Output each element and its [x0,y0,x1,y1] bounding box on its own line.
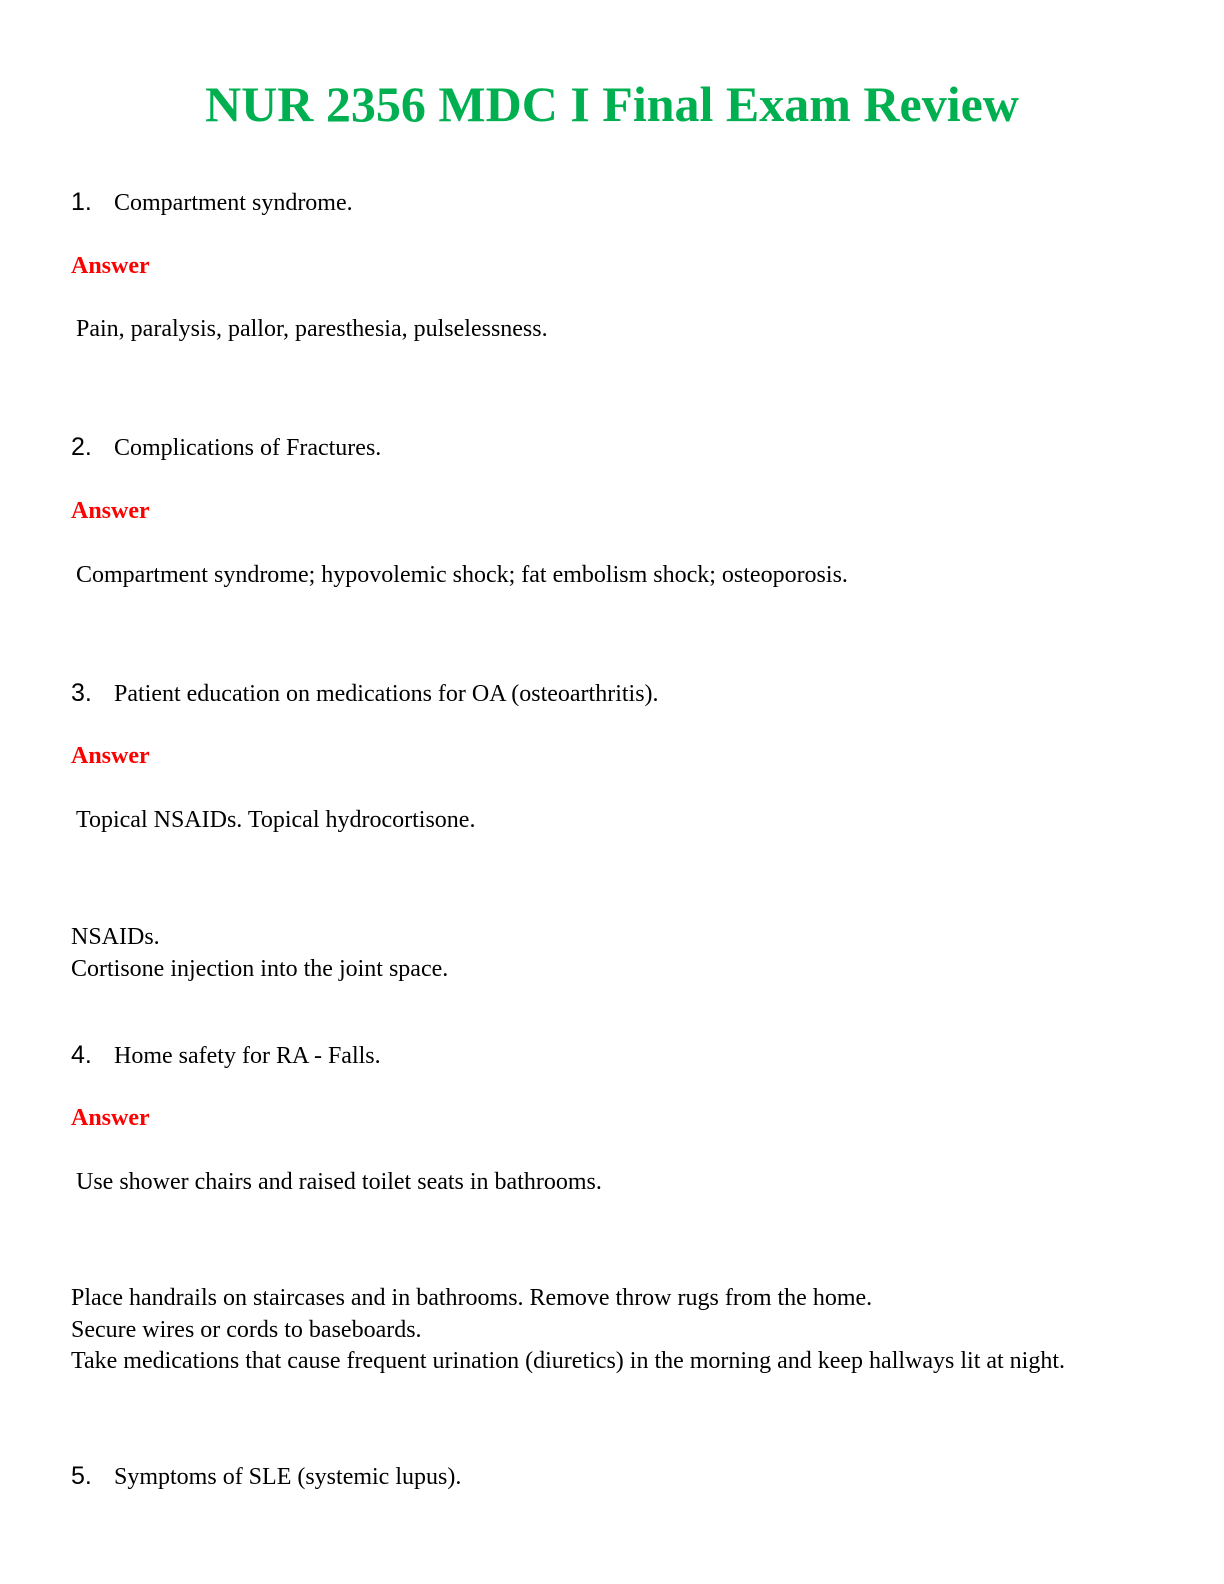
answer-text: Pain, paralysis, pallor, paresthesia, pulselessness. [76,316,548,342]
answer-label: Answer [71,498,150,524]
answer-extra-line: Place handrails on staircases and in bathrooms. Remove throw rugs from the home. [71,1285,873,1311]
answer-extra [71,1283,1131,1378]
page-title: NUR 2356 MDC I Final Exam Review [205,76,1019,132]
answer-text: Topical NSAIDs. Topical hydrocortisone. [76,807,476,833]
question-number: 5. [71,1462,92,1490]
answer-extra-line: Take medications that cause frequent urination (diuretics) in the morning and keep hallways lit at night. [71,1348,1066,1374]
question-text: Home safety for RA - Falls. [114,1043,381,1069]
question-1 [71,187,353,218]
answer-extra [71,922,1131,985]
answer-label: Answer [71,743,150,769]
question-number: 4. [71,1041,92,1069]
question-text: Compartment syndrome. [114,190,353,216]
answer-extra-line: Cortisone injection into the joint space. [71,955,449,982]
question-text: Complications of Fractures. [114,435,382,461]
question-number: 3. [71,679,92,707]
answer-label: Answer [71,253,150,279]
answer-extra-line: Secure wires or cords to baseboards. [71,1316,422,1343]
question-3 [71,678,659,709]
question-4 [71,1040,381,1071]
question-text: Patient education on medications for OA (osteoarthritis). [114,681,659,707]
answer-text: Compartment syndrome; hypovolemic shock; fat embolism shock; osteoporosis. [76,562,848,588]
question-2 [71,432,381,463]
answer-label: Answer [71,1105,150,1131]
answer-extra-line: NSAIDs. [71,924,160,950]
question-number: 1. [71,188,92,216]
question-number: 2. [71,433,92,461]
answer-text: Use shower chairs and raised toilet seats in bathrooms. [76,1169,602,1195]
question-text: Symptoms of SLE (systemic lupus). [114,1464,462,1490]
question-5 [71,1461,461,1492]
